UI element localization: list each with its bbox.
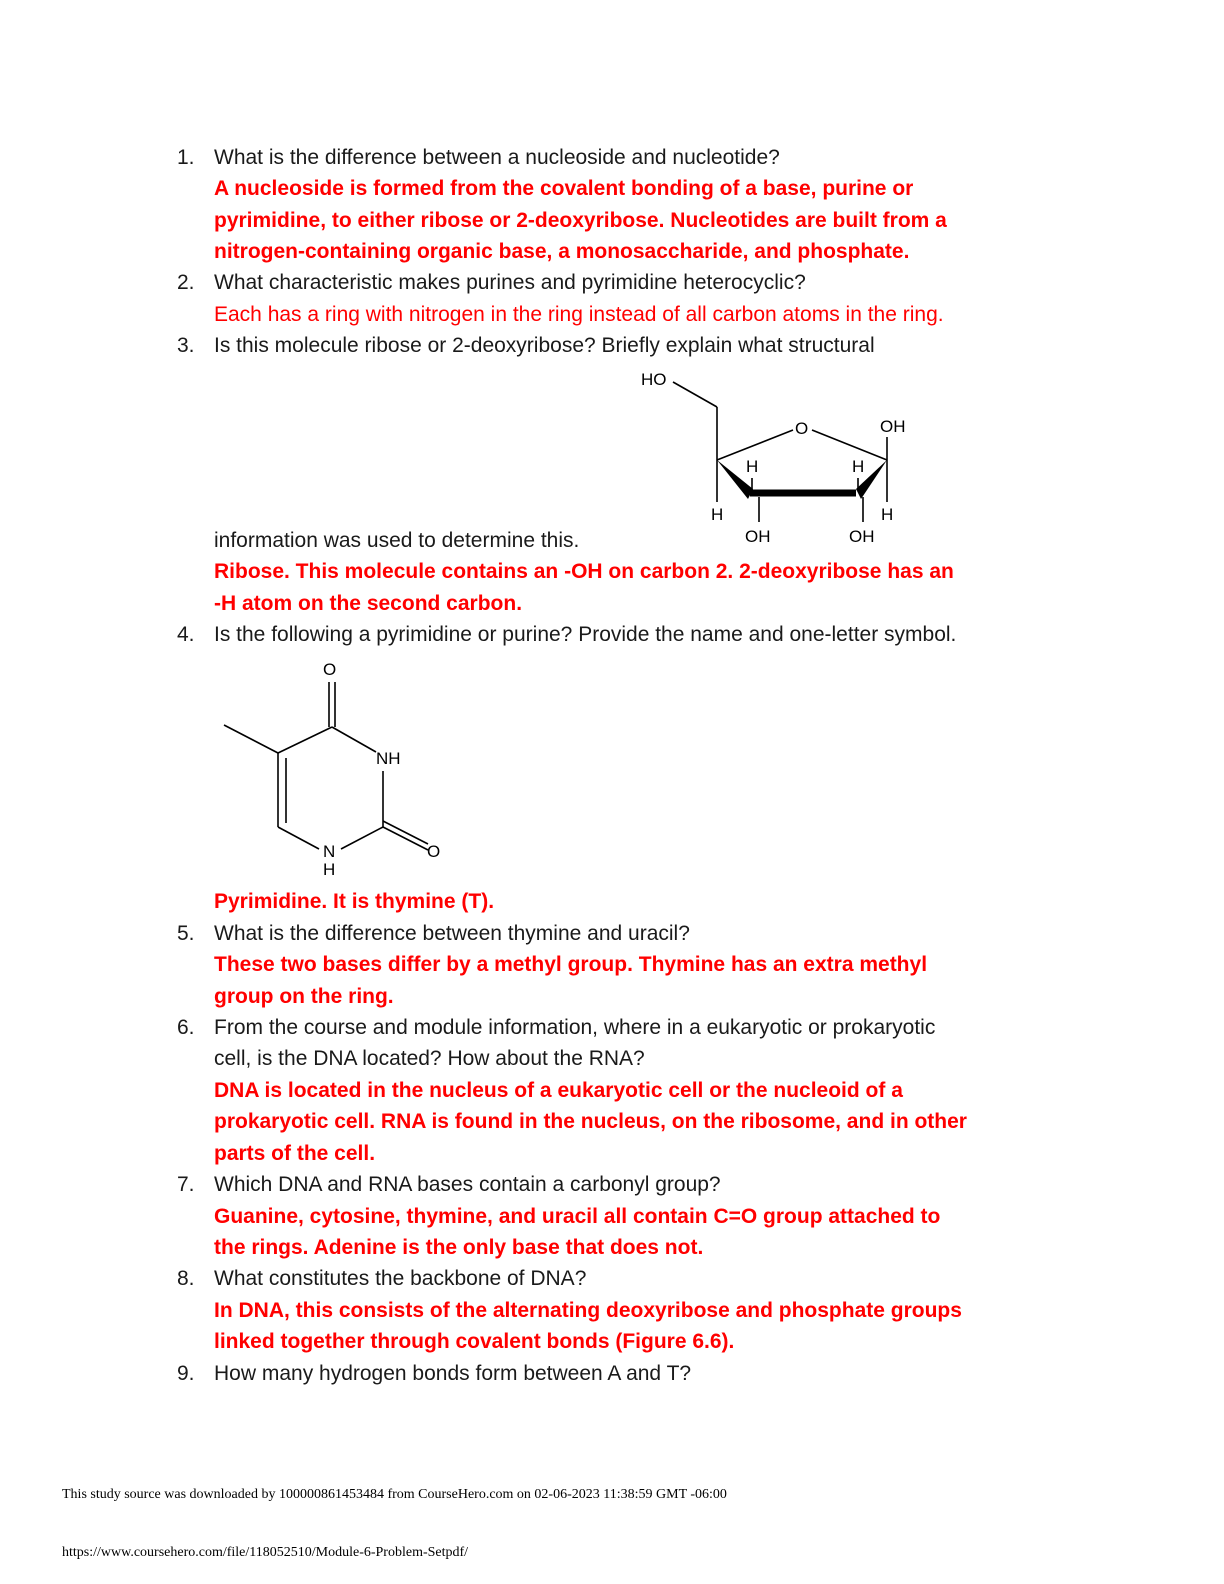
answer-6-line-3: parts of the cell. xyxy=(214,1142,376,1165)
question-7-text: Which DNA and RNA bases contain a carbonyl group? xyxy=(214,1173,721,1196)
question-number: 9. xyxy=(177,1362,195,1385)
question-number: 3. xyxy=(177,334,195,357)
thymine-label-o-right: O xyxy=(427,842,441,861)
ribose-label-oh-c2: OH xyxy=(849,527,875,546)
ribose-label-h-c1: H xyxy=(881,505,894,524)
thymine-label-nh: NH xyxy=(376,749,401,768)
question-6-text-line-1: From the course and module information, where in a eukaryotic or prokaryotic xyxy=(214,1016,936,1039)
ribose-label-ho: HO xyxy=(641,370,667,389)
question-6-text-line-2: cell, is the DNA located? How about the RNA? xyxy=(214,1047,645,1070)
answer-1-line-3: nitrogen-containing organic base, a monosaccharide, and phosphate. xyxy=(214,240,910,263)
ribose-label-h-c3: H xyxy=(746,457,759,476)
question-3-text-line-2: information was used to determine this. xyxy=(214,529,580,552)
ribose-label-oh-anomeric: OH xyxy=(880,417,906,436)
answer-2-line-1: Each has a ring with nitrogen in the ring instead of all carbon atoms in the ring. xyxy=(214,303,944,326)
answer-7-line-2: the rings. Adenine is the only base that does not. xyxy=(214,1236,704,1259)
answer-1-line-2: pyrimidine, to either ribose or 2-deoxyribose. Nucleotides are built from a xyxy=(214,209,947,232)
question-5-text: What is the difference between thymine and uracil? xyxy=(214,922,690,945)
question-number: 8. xyxy=(177,1267,195,1290)
question-number: 4. xyxy=(177,623,195,646)
answer-1-line-1: A nucleoside is formed from the covalent bonding of a base, purine or xyxy=(214,177,914,200)
question-2-text: What characteristic makes purines and pyrimidine heterocyclic? xyxy=(214,271,806,294)
ribose-label-h-c2: H xyxy=(852,457,865,476)
source-url-link[interactable]: https://www.coursehero.com/file/118052510/Module-6-Problem-Setpdf/ xyxy=(62,1545,469,1560)
question-4-text: Is the following a pyrimidine or purine? Provide the name and one-letter symbol. xyxy=(214,623,957,646)
question-number: 7. xyxy=(177,1173,195,1196)
question-8-text: What constitutes the backbone of DNA? xyxy=(214,1267,587,1290)
thymine-label-h: H xyxy=(323,860,336,879)
question-number: 2. xyxy=(177,271,195,294)
ribose-structure-diagram xyxy=(630,362,930,552)
answer-8-line-1: In DNA, this consists of the alternating deoxyribose and phosphate groups xyxy=(214,1299,962,1322)
answer-6-line-1: DNA is located in the nucleus of a eukaryotic cell or the nucleoid of a xyxy=(214,1079,903,1102)
answer-4-line-1: Pyrimidine. It is thymine (T). xyxy=(214,890,495,913)
answer-8-line-2: linked together through covalent bonds (Figure 6.6). xyxy=(214,1330,735,1353)
question-number: 1. xyxy=(177,146,195,169)
thymine-label-n: N xyxy=(323,842,336,861)
answer-3-line-2: -H atom on the second carbon. xyxy=(214,592,523,615)
question-number: 6. xyxy=(177,1016,195,1039)
answer-5-line-2: group on the ring. xyxy=(214,985,394,1008)
ribose-label-ring-o: O xyxy=(795,419,809,438)
download-source-notice: This study source was downloaded by 100000861453484 from CourseHero.com on 02-06-2023 11:38:59 GMT -06:00 xyxy=(62,1487,727,1502)
answer-6-line-2: prokaryotic cell. RNA is found in the nucleus, on the ribosome, and in other xyxy=(214,1110,967,1133)
answer-7-line-1: Guanine, cytosine, thymine, and uracil all contain C=O group attached to xyxy=(214,1205,941,1228)
question-3-text-line-1: Is this molecule ribose or 2-deoxyribose? Briefly explain what structural xyxy=(214,334,875,357)
answer-5-line-1: These two bases differ by a methyl group. Thymine has an extra methyl xyxy=(214,953,928,976)
ribose-label-h-c4: H xyxy=(711,505,724,524)
question-9-text: How many hydrogen bonds form between A and T? xyxy=(214,1362,692,1385)
question-1-text: What is the difference between a nucleoside and nucleotide? xyxy=(214,146,780,169)
question-number: 5. xyxy=(177,922,195,945)
thymine-structure-diagram xyxy=(215,655,455,885)
answer-3-line-1: Ribose. This molecule contains an -OH on carbon 2. 2-deoxyribose has an xyxy=(214,560,954,583)
thymine-label-o-top: O xyxy=(323,660,337,679)
ribose-label-oh-c3: OH xyxy=(745,527,771,546)
